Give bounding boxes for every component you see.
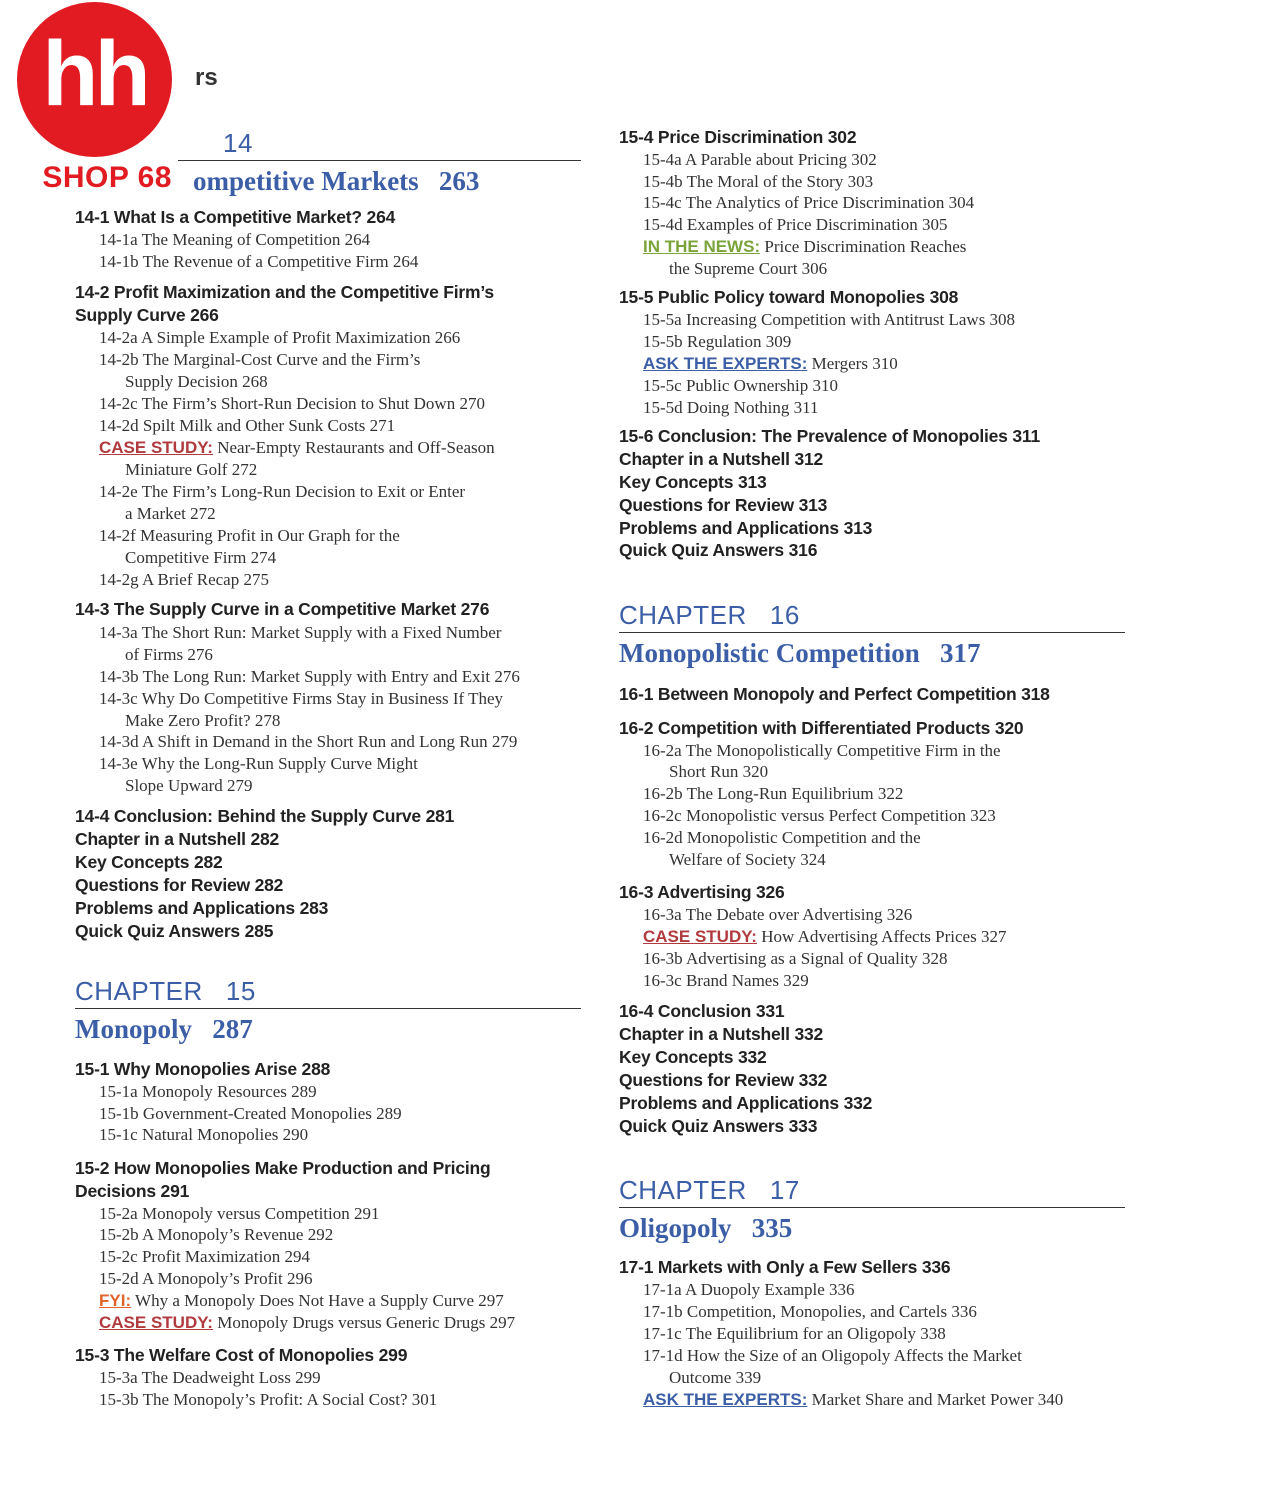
toc-subsection[interactable]: 14-1a The Meaning of Competition 264 — [99, 230, 371, 249]
toc-subsection[interactable]: 15-4a A Parable about Pricing 302 — [643, 150, 877, 169]
feature-title: Market Share and Market Power 340 — [807, 1390, 1064, 1409]
toc-feature-in-the-news[interactable] — [643, 236, 966, 258]
fyi-tag: FYI: — [99, 1291, 132, 1310]
toc-end-matter[interactable]: Chapter in a Nutshell 312 — [619, 449, 824, 469]
chapter-17-heading — [619, 1175, 1125, 1244]
toc-section[interactable]: 15-5 Public Policy toward Monopolies 308 — [619, 287, 959, 307]
toc-subsection[interactable]: 14-2d Spilt Milk and Other Sunk Costs 271 — [99, 416, 396, 435]
toc-subsection[interactable]: 16-3c Brand Names 329 — [643, 971, 809, 990]
toc-subsection[interactable]: 15-5a Increasing Competition with Antitrust Laws 308 — [643, 310, 1016, 329]
toc-end-matter[interactable]: Questions for Review 282 — [75, 875, 284, 895]
toc-continuation: a Market 272 — [125, 504, 216, 523]
toc-end-matter[interactable]: Questions for Review 332 — [619, 1070, 828, 1090]
toc-subsection[interactable]: 14-2f Measuring Profit in Our Graph for the — [99, 526, 400, 545]
toc-section[interactable]: 16-2 Competition with Differentiated Products 320 — [619, 718, 1024, 738]
feature-title: Price Discrimination Reaches — [760, 237, 967, 256]
shop-logo — [17, 2, 172, 157]
toc-end-matter[interactable]: Questions for Review 313 — [619, 495, 828, 515]
toc-section[interactable]: 16-1 Between Monopoly and Perfect Competition 318 — [619, 684, 1050, 704]
page-header-fragment: rs — [195, 64, 218, 91]
toc-continuation: the Supreme Court 306 — [669, 259, 828, 278]
toc-section[interactable]: Supply Curve 266 — [75, 305, 219, 325]
toc-subsection[interactable]: 14-2a A Simple Example of Profit Maximization 266 — [99, 328, 461, 347]
toc-section[interactable]: 14-1 What Is a Competitive Market? 264 — [75, 207, 396, 227]
toc-end-matter[interactable]: Quick Quiz Answers 333 — [619, 1116, 818, 1136]
toc-continuation: Competitive Firm 274 — [125, 548, 277, 567]
chapter-label: CHAPTER 17 — [619, 1175, 1125, 1208]
toc-continuation: Miniature Golf 272 — [125, 460, 258, 479]
toc-subsection[interactable]: 14-2c The Firm’s Short-Run Decision to Shut Down 270 — [99, 394, 485, 413]
toc-section[interactable]: Decisions 291 — [75, 1181, 190, 1201]
toc-continuation: Make Zero Profit? 278 — [125, 711, 281, 730]
chapter-title: Oligopoly 335 — [619, 1213, 793, 1243]
toc-end-matter[interactable]: Quick Quiz Answers 316 — [619, 540, 818, 560]
toc-continuation: of Firms 276 — [125, 645, 213, 664]
toc-subsection[interactable]: 15-4d Examples of Price Discrimination 305 — [643, 215, 948, 234]
toc-section[interactable]: 16-4 Conclusion 331 — [619, 1001, 785, 1021]
toc-subsection[interactable]: 15-2d A Monopoly’s Profit 296 — [99, 1269, 313, 1288]
toc-subsection[interactable]: 17-1c The Equilibrium for an Oligopoly 338 — [643, 1324, 946, 1343]
toc-subsection[interactable]: 15-4b The Moral of the Story 303 — [643, 172, 874, 191]
toc-feature-ask-the-experts[interactable] — [643, 353, 898, 375]
toc-subsection[interactable]: 16-3b Advertising as a Signal of Quality 328 — [643, 949, 948, 968]
toc-feature-case-study[interactable] — [643, 926, 1006, 948]
toc-subsection[interactable]: 17-1d How the Size of an Oligopoly Affects the Market — [643, 1346, 1022, 1365]
toc-section[interactable]: 15-4 Price Discrimination 302 — [619, 127, 857, 147]
in-the-news-tag: IN THE NEWS: — [643, 237, 761, 256]
toc-feature-case-study[interactable] — [99, 1312, 515, 1334]
toc-end-matter[interactable]: Problems and Applications 313 — [619, 518, 873, 538]
toc-end-matter[interactable]: Chapter in a Nutshell 282 — [75, 829, 280, 849]
toc-continuation: Short Run 320 — [669, 762, 769, 781]
toc-subsection[interactable]: 14-3c Why Do Competitive Firms Stay in Business If They — [99, 689, 504, 708]
toc-subsection[interactable]: 14-2b The Marginal-Cost Curve and the Firm’s — [99, 350, 421, 369]
toc-end-matter[interactable]: Problems and Applications 283 — [75, 898, 329, 918]
toc-section[interactable]: 14-4 Conclusion: Behind the Supply Curve 281 — [75, 806, 455, 826]
case-study-tag: CASE STUDY: — [99, 1313, 213, 1332]
toc-subsection[interactable]: 15-2c Profit Maximization 294 — [99, 1247, 311, 1266]
toc-feature-case-study[interactable] — [99, 437, 495, 459]
chapter-title: Monopoly 287 — [75, 1014, 253, 1044]
toc-subsection[interactable]: 15-3a The Deadweight Loss 299 — [99, 1368, 321, 1387]
toc-subsection[interactable]: 15-1c Natural Monopolies 290 — [99, 1125, 309, 1144]
toc-subsection[interactable]: 15-5d Doing Nothing 311 — [643, 398, 819, 417]
chapter-15-heading — [75, 976, 581, 1045]
toc-end-matter[interactable]: Key Concepts 313 — [619, 472, 767, 492]
toc-section[interactable]: 17-1 Markets with Only a Few Sellers 336 — [619, 1257, 951, 1277]
toc-end-matter[interactable]: Quick Quiz Answers 285 — [75, 921, 274, 941]
toc-subsection[interactable]: 15-5b Regulation 309 — [643, 332, 792, 351]
toc-subsection[interactable]: 14-3d A Shift in Demand in the Short Run and Long Run 279 — [99, 732, 518, 751]
chapter-title: ompetitive Markets 263 — [193, 166, 480, 196]
toc-subsection[interactable]: 14-3e Why the Long-Run Supply Curve Might — [99, 754, 418, 773]
toc-subsection[interactable]: 15-3b The Monopoly’s Profit: A Social Cost? 301 — [99, 1390, 438, 1409]
chapter-label: CHAPTER 16 — [619, 600, 1125, 633]
feature-title: Why a Monopoly Does Not Have a Supply Curve 297 — [131, 1291, 504, 1310]
case-study-tag: CASE STUDY: — [99, 438, 213, 457]
logo-letters: hh — [42, 23, 147, 125]
ask-the-experts-tag: ASK THE EXPERTS: — [643, 354, 808, 373]
toc-subsection[interactable]: 16-2d Monopolistic Competition and the — [643, 828, 921, 847]
feature-title: Monopoly Drugs versus Generic Drugs 297 — [212, 1313, 516, 1332]
toc-subsection[interactable]: 15-1a Monopoly Resources 289 — [99, 1082, 317, 1101]
toc-subsection[interactable]: 15-1b Government-Created Monopolies 289 — [99, 1104, 402, 1123]
chapter-label: 14 — [75, 128, 581, 161]
toc-end-matter[interactable]: Problems and Applications 332 — [619, 1093, 873, 1113]
chapter-title: Monopolistic Competition 317 — [619, 638, 981, 668]
toc-continuation: Outcome 339 — [669, 1368, 762, 1387]
toc-subsection[interactable]: 16-2a The Monopolistically Competitive Firm in the — [643, 741, 1001, 760]
toc-section[interactable]: 16-3 Advertising 326 — [619, 882, 785, 902]
toc-end-matter[interactable]: Key Concepts 282 — [75, 852, 223, 872]
logo-shop-text: SHOP 68 — [0, 158, 178, 198]
toc-end-matter[interactable]: Chapter in a Nutshell 332 — [619, 1024, 824, 1044]
toc-subsection[interactable]: 16-2c Monopolistic versus Perfect Competition 323 — [643, 806, 996, 825]
toc-subsection[interactable]: 17-1a A Duopoly Example 336 — [643, 1280, 855, 1299]
toc-subsection[interactable]: 16-2b The Long-Run Equilibrium 322 — [643, 784, 904, 803]
toc-section[interactable]: 15-3 The Welfare Cost of Monopolies 299 — [75, 1345, 408, 1365]
toc-continuation: Supply Decision 268 — [125, 372, 268, 391]
feature-title: Near-Empty Restaurants and Off-Season — [212, 438, 495, 457]
toc-section[interactable]: 15-2 How Monopolies Make Production and Pricing — [75, 1158, 491, 1178]
toc-subsection[interactable]: 14-1b The Revenue of a Competitive Firm 264 — [99, 252, 419, 271]
toc-section[interactable]: 15-6 Conclusion: The Prevalence of Monopolies 311 — [619, 426, 1041, 446]
toc-subsection[interactable]: 14-3b The Long Run: Market Supply with Entry and Exit 276 — [99, 667, 520, 686]
toc-subsection[interactable]: 15-4c The Analytics of Price Discrimination 304 — [643, 193, 975, 212]
toc-feature-fyi[interactable] — [99, 1290, 504, 1312]
feature-title: How Advertising Affects Prices 327 — [756, 927, 1007, 946]
case-study-tag: CASE STUDY: — [643, 927, 757, 946]
ask-the-experts-tag: ASK THE EXPERTS: — [643, 1390, 808, 1409]
toc-feature-ask-the-experts[interactable] — [643, 1389, 1063, 1411]
toc-subsection[interactable]: 15-2b A Monopoly’s Revenue 292 — [99, 1225, 334, 1244]
toc-subsection[interactable]: 15-5c Public Ownership 310 — [643, 376, 839, 395]
toc-continuation: Welfare of Society 324 — [669, 850, 826, 869]
toc-end-matter[interactable]: Key Concepts 332 — [619, 1047, 767, 1067]
toc-subsection[interactable]: 15-2a Monopoly versus Competition 291 — [99, 1204, 380, 1223]
toc-section[interactable]: 14-3 The Supply Curve in a Competitive Market 276 — [75, 599, 490, 619]
toc-subsection[interactable]: 16-3a The Debate over Advertising 326 — [643, 905, 913, 924]
toc-subsection[interactable]: 17-1b Competition, Monopolies, and Cartels 336 — [643, 1302, 977, 1321]
toc-subsection[interactable]: 14-2g A Brief Recap 275 — [99, 570, 269, 589]
chapter-16-heading — [619, 600, 1125, 669]
toc-continuation: Slope Upward 279 — [125, 776, 253, 795]
feature-title: Mergers 310 — [807, 354, 898, 373]
toc-subsection[interactable]: 14-2e The Firm’s Long-Run Decision to Exit or Enter — [99, 482, 466, 501]
toc-subsection[interactable]: 14-3a The Short Run: Market Supply with a Fixed Number — [99, 623, 502, 642]
toc-section[interactable]: 14-2 Profit Maximization and the Competitive Firm’s — [75, 282, 494, 302]
chapter-label: CHAPTER 15 — [75, 976, 581, 1009]
toc-section[interactable]: 15-1 Why Monopolies Arise 288 — [75, 1059, 331, 1079]
